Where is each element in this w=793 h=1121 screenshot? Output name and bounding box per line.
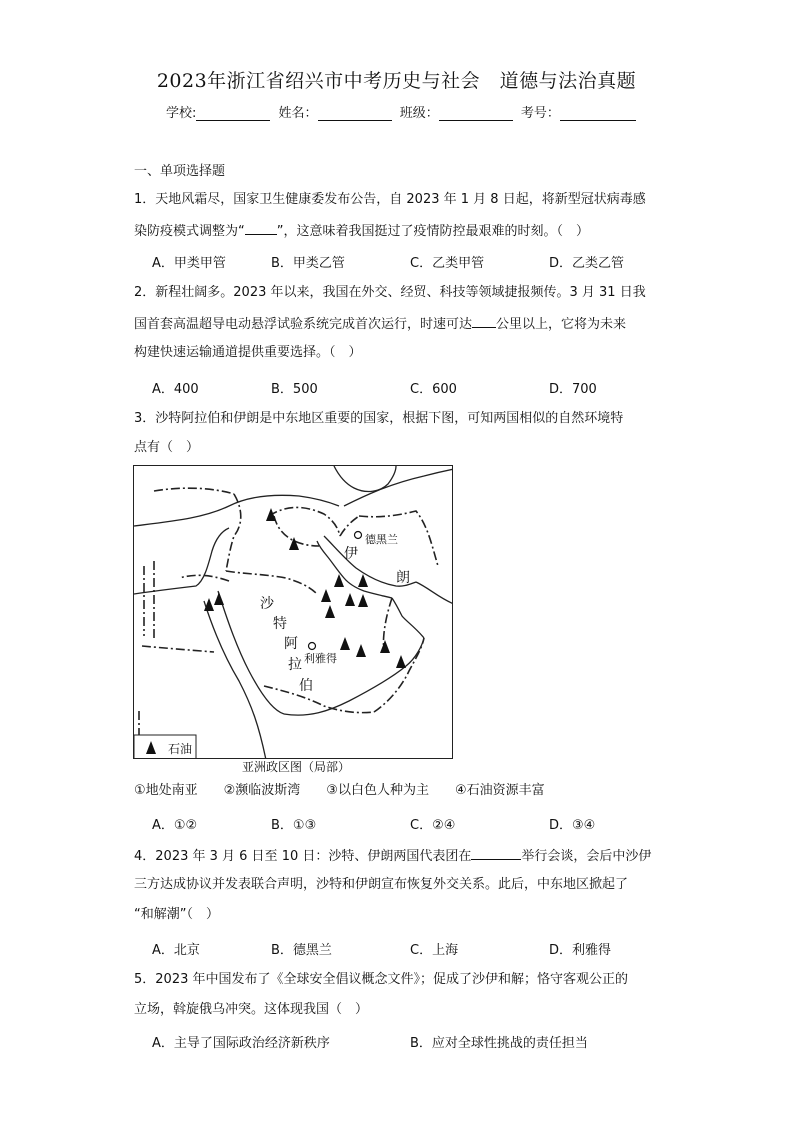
q4-stem-line2: 三方达成协议并发表联合声明，沙特和伊朗宣布恢复外交关系。此后，中东地区掀起了 (134, 877, 629, 892)
q4-stem-line1 (134, 846, 674, 866)
q3-stem-line2: 点有（ ） (134, 440, 200, 455)
tehran-label: 德黑兰 (365, 533, 398, 546)
legend-label: 石油 (168, 742, 193, 756)
q2-stem-line2 (134, 314, 674, 334)
q1-option-d[interactable]: D．乙类乙管 (549, 256, 625, 271)
oil-marker (289, 537, 299, 550)
q2-option-c[interactable]: C．600 (410, 382, 457, 397)
q4-option-a[interactable]: A．北京 (152, 943, 200, 958)
middle-east-map (133, 465, 453, 759)
oil-marker (358, 574, 368, 587)
school-blank[interactable] (196, 105, 270, 121)
school-label: 学校: (166, 106, 197, 121)
q3-option-a[interactable]: A．①② (152, 818, 198, 833)
iran-label-2: 朗 (396, 570, 410, 586)
page-title: 2023年浙江省绍兴市中考历史与社会 道德与法治真题 (156, 70, 637, 92)
q2-stem-line1: 2．新程壮阔多。2023 年以来，我国在外交、经贸、科技等领域捷报频传。3 月 31 日我 (134, 285, 646, 300)
q4-stem-line3: “和解潮”（ ） (134, 907, 219, 922)
q1-option-b[interactable]: B．甲类乙管 (271, 256, 345, 271)
iran-label-1: 伊 (344, 546, 358, 562)
q5-stem-line1: 5．2023 年中国发布了《全球安全倡议概念文件》；促成了沙伊和解；恪守客观公正的 (134, 972, 628, 987)
oil-marker (214, 592, 224, 605)
q2-option-d[interactable]: D．700 (549, 382, 597, 397)
student-info-row (166, 102, 646, 121)
saudi-label-5: 伯 (299, 678, 313, 694)
exam-no-label: 考号： (520, 106, 560, 121)
name-blank[interactable] (318, 105, 392, 121)
q1-stem-line1: 1．天地风霜尽，国家卫生健康委发布公告，自 2023 年 1 月 8 日起，将新型冠状病毒感 (134, 192, 646, 207)
oil-markers (204, 508, 406, 668)
class-blank[interactable] (439, 105, 513, 121)
tehran-marker (355, 532, 362, 539)
q4-option-b[interactable]: B．德黑兰 (271, 943, 332, 958)
q2-blank (472, 314, 496, 328)
oil-marker (356, 644, 366, 657)
q3-statements: ①地处南亚 ②濒临波斯湾 ③以白色人种为主 ④石油资源丰富 (134, 783, 545, 798)
q5-option-a[interactable]: A．主导了国际政治经济新秩序 (152, 1036, 330, 1051)
q1-stem-text-a: 染防疫模式调整为“ (134, 224, 245, 239)
q5-option-b[interactable]: B．应对全球性挑战的责任担当 (410, 1036, 588, 1051)
map-caption: 亚洲政区图（局部） (242, 760, 351, 774)
oil-marker (358, 594, 368, 607)
saudi-label-2: 特 (273, 616, 287, 632)
q1-blank (245, 221, 277, 235)
q4-stem-text-a: 4．2023 年 3 月 6 日至 10 日：沙特、伊朗两国代表团在 (134, 849, 472, 864)
oil-marker (345, 593, 355, 606)
q3-stem-line1: 3．沙特阿拉伯和伊朗是中东地区重要的国家，根据下图，可知两国相似的自然环境特 (134, 411, 624, 426)
saudi-label-4: 拉 (288, 657, 302, 673)
saudi-label-1: 沙 (260, 596, 274, 612)
q1-option-a[interactable]: A．甲类甲管 (152, 256, 226, 271)
q3-option-c[interactable]: C．②④ (410, 818, 456, 833)
class-label: 班级： (399, 106, 439, 121)
oil-marker (340, 637, 350, 650)
oil-marker (266, 508, 276, 521)
q3-option-d[interactable]: D．③④ (549, 818, 596, 833)
exam-no-blank[interactable] (560, 105, 636, 121)
q4-blank (471, 846, 521, 860)
q1-stem-line2 (134, 221, 674, 241)
q2-option-a[interactable]: A．400 (152, 382, 199, 397)
q4-option-d[interactable]: D．利雅得 (549, 943, 612, 958)
q1-option-c[interactable]: C．乙类甲管 (410, 256, 485, 271)
oil-marker (380, 640, 390, 653)
riyadh-marker (309, 643, 316, 650)
oil-marker (396, 655, 406, 668)
riyadh-label: 利雅得 (304, 652, 337, 665)
section-title: 一、单项选择题 (134, 164, 226, 179)
q4-option-c[interactable]: C．上海 (410, 943, 459, 958)
q2-option-b[interactable]: B．500 (271, 382, 318, 397)
saudi-label-3: 阿 (284, 636, 298, 652)
q4-stem-text-b: 举行会谈，会后中沙伊 (521, 849, 652, 864)
q1-stem-text-b: ”，这意味着我国挺过了疫情防控最艰难的时刻。（ ） (276, 224, 589, 239)
oil-marker (321, 589, 331, 602)
q2-stem-text-b: 公里以上，它将为未来 (496, 317, 627, 332)
name-label: 姓名： (278, 106, 318, 121)
q2-stem-line3: 构建快速运输通道提供重要选择。（ ） (134, 345, 362, 360)
q3-option-b[interactable]: B．①③ (271, 818, 317, 833)
q5-stem-line2: 立场，斡旋俄乌冲突。这体现我国（ ） (134, 1002, 369, 1017)
oil-marker (325, 605, 335, 618)
q2-stem-text-a: 国首套高温超导电动悬浮试验系统完成首次运行，时速可达 (134, 317, 473, 332)
